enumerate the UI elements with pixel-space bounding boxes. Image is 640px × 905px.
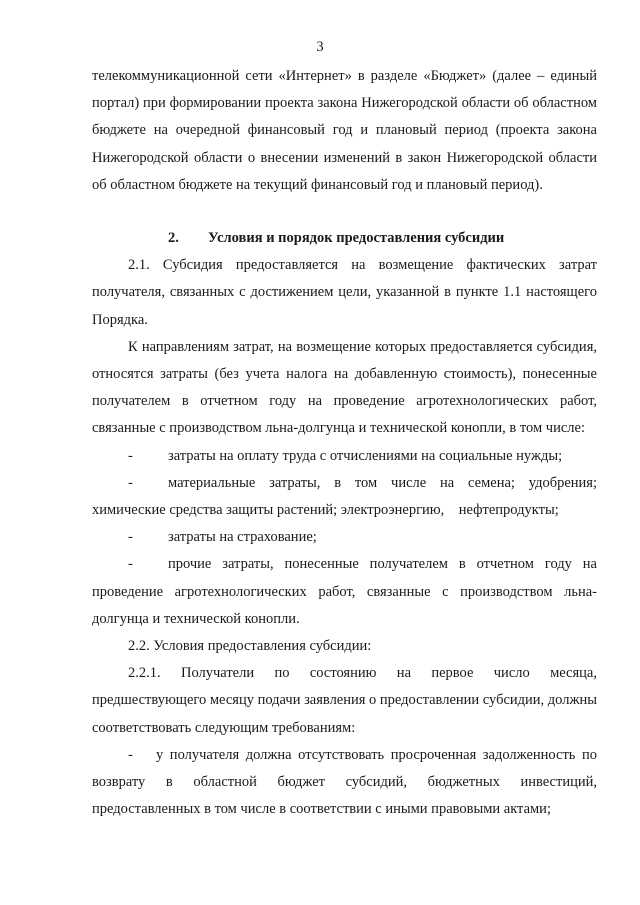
list-dash: - bbox=[128, 447, 133, 464]
list-item bbox=[92, 470, 601, 524]
paragraph-continuation: телекоммуникационной сети «Интернет» в разделе «Бюджет» (далее – единый портал) при формировании проекта закона Нижегородской области об областном бюджете на очередной финансовый год и плановый период (проекта закона Нижегородской области о внесении изменений в закон Нижегородской области об областном бюджете на текущий финансовый год и плановый период). bbox=[92, 68, 597, 193]
list-dash: - bbox=[128, 556, 133, 573]
paragraph-2-1: 2.1. Субсидия предоставляется на возмещение фактических затрат получателя, связанных с достижением цели, указанной в пункте 1.1 настоящего Порядка. bbox=[92, 257, 597, 328]
list-item bbox=[92, 551, 597, 633]
list-item bbox=[92, 524, 597, 551]
paragraph-2-2-1: 2.2.1. Получатели по состоянию на первое число месяца, предшествующего месяцу подачи заявления о предоставлении субсидии, должны соответствовать следующим требованиям: bbox=[92, 665, 598, 736]
list-item-text: у получателя должна отсутствовать просроченная задолженность по возврату в областной бюджет субсидий, бюджетных инвестиций, предоставленных в том числе в соответствии с иными правовыми актами; bbox=[92, 746, 597, 818]
list-item-text: затраты на страхование; bbox=[168, 529, 317, 546]
section-number: 2. bbox=[168, 230, 179, 247]
paragraph-2-2: 2.2. Условия предоставления субсидии: bbox=[128, 638, 372, 655]
list-item-text: прочие затраты, понесенные получателем в отчетном году на проведение агротехнологических работ, связанные с производством льна-долгунца и технической конопли. bbox=[92, 556, 597, 627]
list-dash: - bbox=[128, 746, 133, 763]
list-dash: - bbox=[128, 474, 133, 491]
list-item-text: материальные затраты, в том числе на семена; удобрения; химические средства защиты растений; электроэнергию, нефтепродукты; bbox=[92, 474, 601, 519]
section-heading bbox=[92, 225, 597, 252]
document-body bbox=[92, 63, 601, 823]
paragraph-cost-directions: К направлениям затрат, на возмещение которых предоставляется субсидия, относятся затраты (без учета налога на добавленную стоимость), понесенные получателем в отчетном году на проведение агротехнологических работ, связанные с производством льна-долгунца и технической конопли, в том числе: bbox=[92, 338, 597, 437]
list-dash: - bbox=[128, 529, 133, 546]
section-title: Условия и порядок предоставления субсидии bbox=[208, 230, 505, 247]
list-item bbox=[92, 742, 597, 824]
list-item-text: затраты на оплату труда с отчислениями на социальные нужды; bbox=[168, 447, 563, 464]
list-item bbox=[92, 443, 597, 470]
page-number: 3 bbox=[316, 39, 324, 55]
